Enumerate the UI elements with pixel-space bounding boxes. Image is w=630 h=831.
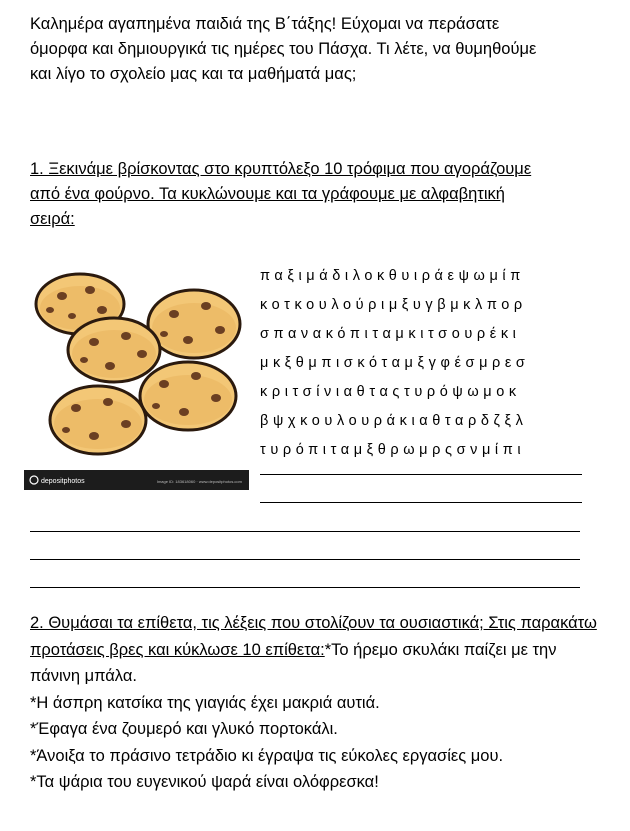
exercise-1-line: σειρά: [30,210,75,228]
watermark-id-text: Image ID: 183618060 · www.depositphotos.com [156,479,242,484]
exercise-2-sentence: *Έφαγα ένα ζουμερό και γλυκό πορτοκάλι. [30,720,338,738]
cookie-image [148,290,240,358]
exercise-2-heading: 2. Θυμάσαι τα επίθετα, τις λέξεις που στολίζουν τα ουσιαστικά; Στις παρακάτω προτάσεις βρες και κύκλωσε 10 επίθετα: [30,614,597,659]
word-search-row: βψχκουλουράκιαθταρδζξλ [260,413,528,429]
answer-line[interactable] [260,474,582,475]
word-search-row: μκξθμπισκόταμξγφέσμρεσ [260,355,530,371]
intro-line: και λίγο το σχολείο μας και τα μαθήματά μας; [30,65,357,83]
intro-paragraph [30,12,605,87]
exercise-2 [30,610,605,796]
cookie-image [68,318,160,382]
answer-line[interactable] [260,502,582,503]
cookie-image [140,362,236,430]
word-search-row: κοτκουλούριμξυγβμκλπορ [260,297,527,313]
exercise-1-heading [30,157,605,232]
word-search-row: τυρόπιταμξθρωμρςσνμίπι [260,442,526,458]
exercise-2-sentence: *Άνοιξα το πράσινο τετράδιο κι έγραψα τις εύκολες εργασίες μου. [30,746,504,765]
word-search-grid [260,262,590,465]
cookie-image [50,386,146,454]
watermark-text: depositphotos [41,478,85,485]
answer-line[interactable] [30,531,580,532]
exercise-2-sentence: *Τα ψάρια του ευγενικού ψαρά είναι ολόφρεσκα! [30,773,379,791]
exercise-1-line: από ένα φούρνο. Τα κυκλώνουμε και τα γράφουμε με αλφαβητική [30,185,505,203]
intro-line: όμορφα και δημιουργικά τις ημέρες του Πάσχα. Τι λέτε, να θυμηθούμε [30,40,537,58]
word-search-row: κριτσίνιαθταςτυρόψωμοκ [260,384,521,400]
exercise-1-line: 1. Ξεκινάμε βρίσκοντας στο κρυπτόλεξο 10 τρόφιμα που αγοράζουμε [30,160,532,178]
exercise-2-sentence: *Η άσπρη κατσίκα της γιαγιάς έχει μακριά αυτιά. [30,693,380,712]
answer-line[interactable] [30,559,580,560]
word-search-row: σπανακόπιταμκιτσουρέκι [260,326,521,342]
exercise-2-sentence: *Το ήρεμο σκυλάκι παίζει με την πάνινη μπάλα. [30,640,557,685]
cookies-illustration [24,258,249,490]
answer-line[interactable] [30,587,580,588]
intro-line: Καλημέρα αγαπημένα παιδιά της Β΄τάξης! Εύχομαι να περάσατε [30,15,500,33]
word-search-row: παξιμάδιλοκθυιράεψωμίπ [260,268,525,284]
